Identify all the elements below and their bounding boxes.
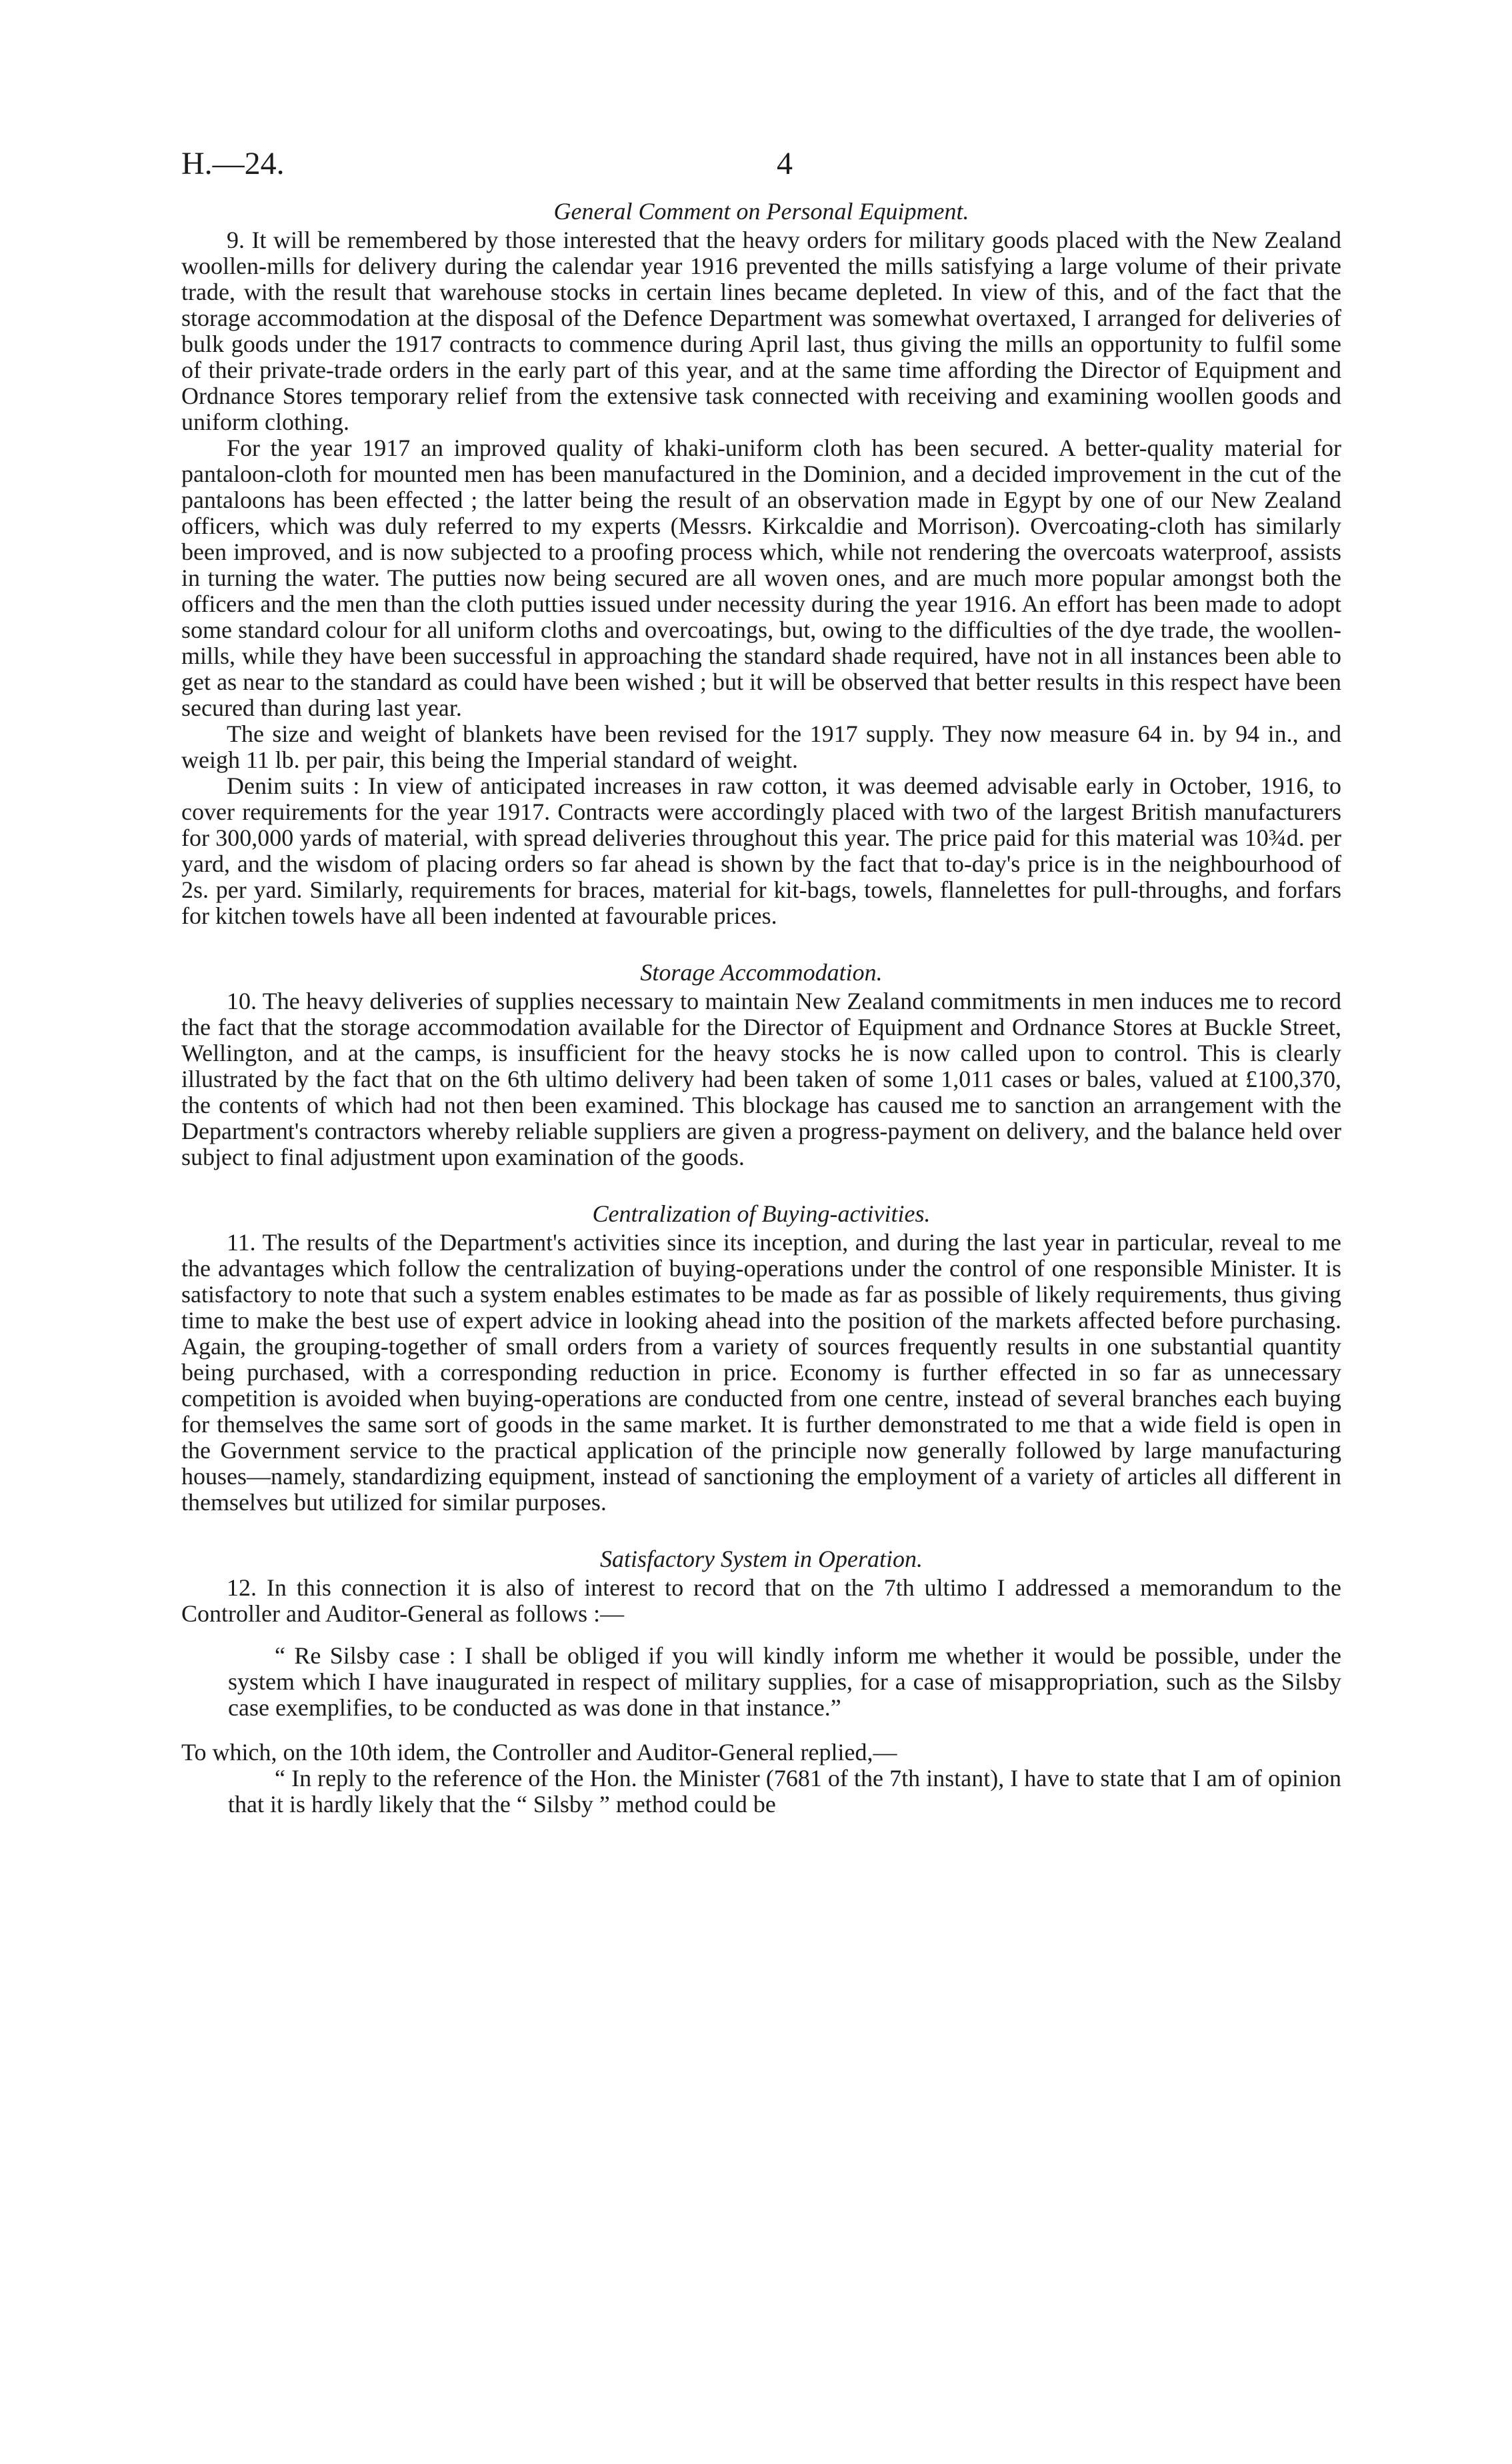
- paragraph-12: 12. In this connection it is also of interest to record that on the 7th ultimo I addressed a memorandum to the Controller and Auditor-General as follows :—: [181, 1574, 1341, 1627]
- page-body: [181, 199, 1341, 1818]
- page-number: 4: [777, 146, 793, 181]
- paragraph-11: 11. The results of the Department's activities since its inception, and during the last year in particular, reveal to me the advantages which follow the centralization of buying-operations under the control of one responsible Minister. It is satisfactory to note that such a system enables estimates to be made as far as possible of likely requirements, thus giving time to make the best use of expert advice in looking ahead into the position of the markets affected before purchasing. Again, the grouping-together of small orders from a variety of sources frequently results in one substantial quantity being purchased, with a corresponding reduction in price. Economy is further effected in so far as unnecessary competition is avoided when buying-operations are conducted from one centre, instead of several branches each buying for themselves the same sort of goods in the same market. It is further demonstrated to me that a wide field is open in the Government service to the practical application of the principle now generally followed by large manufacturing houses—namely, standardizing equipment, instead of sanctioning the employment of a variety of articles all different in themselves but utilized for similar purposes.: [181, 1229, 1341, 1516]
- section-heading-storage: Storage Accommodation.: [640, 959, 883, 986]
- section-heading-centralization: Centralization of Buying-activities.: [592, 1200, 931, 1227]
- paragraph-blankets: The size and weight of blankets have been revised for the 1917 supply. They now measure 64 in. by 94 in., and weigh 11 lb. per pair, this being the Imperial standard of weight.: [181, 720, 1341, 773]
- paragraph-10: 10. The heavy deliveries of supplies necessary to maintain New Zealand commitments in men induces me to record the fact that the storage accommodation available for the Director of Equipment and Ordnance Stores at Buckle Street, Wellington, and at the camps, is insufficient for the heavy stocks he is now called upon to control. This is clearly illustrated by the fact that on the 6th ultimo delivery had been taken of some 1,011 cases or bales, valued at £100,370, the contents of which had not then been examined. This blockage has caused me to sanction an arrangement with the Department's contractors whereby reliable suppliers are given a progress-payment on delivery, and the balance held over subject to final adjustment upon examination of the goods.: [181, 988, 1341, 1170]
- paragraph-denim-suits: Denim suits : In view of anticipated increases in raw cotton, it was deemed advisable early in October, 1916, to cover requirements for the year 1917. Contracts were accordingly placed with two of the largest British manufacturers for 300,000 yards of material, with spread deliveries throughout this year. The price paid for this material was 10¾d. per yard, and the wisdom of placing orders so far ahead is shown by the fact that to-day's price is in the neighbourhood of 2s. per yard. Similarly, requirements for braces, material for kit-bags, towels, flannelettes for pull-throughs, and forfars for kitchen towels have all been indented at favourable prices.: [181, 772, 1341, 929]
- reply-introduction: To which, on the 10th idem, the Controller and Auditor-General replied,—: [181, 1739, 897, 1766]
- paragraph-9: 9. It will be remembered by those interested that the heavy orders for military goods placed with the New Zealand woollen-mills for delivery during the calendar year 1916 prevented the mills satisfying a large volume of their private trade, with the result that warehouse stocks in certain lines became depleted. In view of this, and of the fact that the storage accommodation at the disposal of the Defence Department was somewhat overtaxed, I arranged for deliveries of bulk goods under the 1917 contracts to commence during April last, thus giving the mills an opportunity to fulfil some of their private-trade orders in the early part of this year, and at the same time affording the Director of Equipment and Ordnance Stores temporary relief from the extensive task connected with receiving and examining woollen goods and uniform clothing.: [181, 227, 1341, 435]
- section-heading-satisfactory-system: Satisfactory System in Operation.: [600, 1546, 923, 1572]
- document-reference: H.—24.: [181, 146, 285, 181]
- quoted-reply: “ In reply to the reference of the Hon. the Minister (7681 of the 7th instant), I have to state that I am of opinion that it is hardly likely that the “ Silsby ” method could be: [228, 1765, 1341, 1818]
- section-heading-personal-equipment: General Comment on Personal Equipment.: [553, 198, 969, 225]
- paragraph-uniform-cloth: For the year 1917 an improved quality of khaki-uniform cloth has been secured. A better-quality material for pantaloon-cloth for mounted men has been manufactured in the Dominion, and a decided improvement in the cut of the pantaloons has been effected ; the latter being the result of an observation made in Egypt by one of our New Zealand officers, which was duly referred to my experts (Messrs. Kirkcaldie and Morrison). Overcoating-cloth has similarly been improved, and is now subjected to a proofing process which, while not rendering the overcoats waterproof, assists in turning the water. The putties now being secured are all woven ones, and are much more popular amongst both the officers and the men than the cloth putties issued under necessity during the year 1916. An effort has been made to adopt some standard colour for all uniform cloths and overcoatings, but, owing to the difficulties of the dye trade, the woollen-mills, while they have been successful in approaching the standard shade required, have not in all instances been able to get as near to the standard as could have been wished ; but it will be observed that better results in this respect have been secured than during last year.: [181, 435, 1341, 721]
- quoted-memorandum: “ Re Silsby case : I shall be obliged if you will kindly inform me whether it would be possible, under the system which I have inaugurated in respect of military supplies, for a case of misappropriation, such as the Silsby case exemplifies, to be conducted as was done in that instance.”: [228, 1642, 1341, 1721]
